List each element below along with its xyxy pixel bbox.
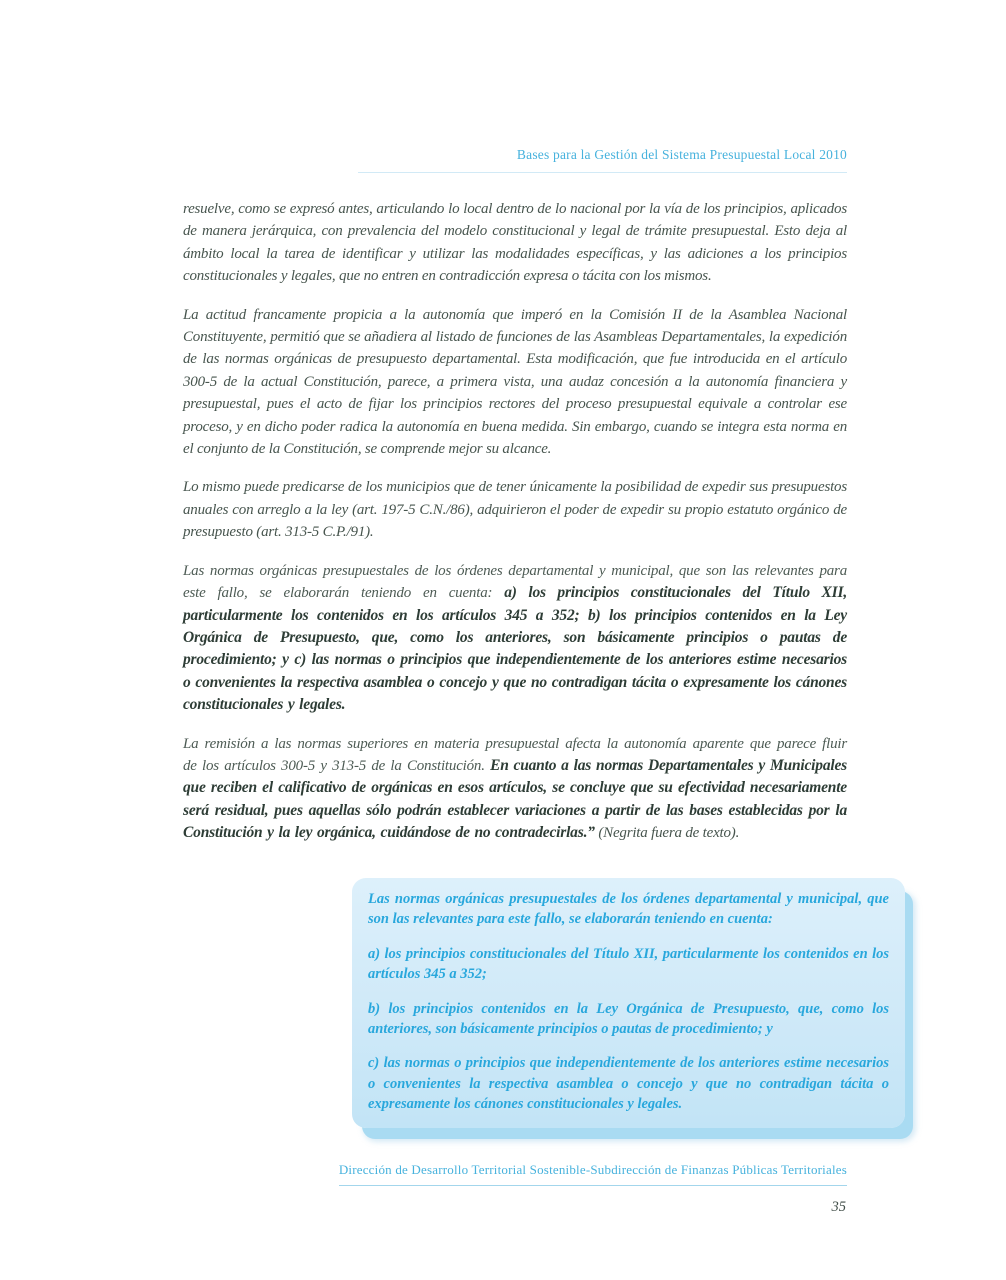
running-header xyxy=(183,147,847,163)
paragraph-4-intro: Las normas orgánicas presupuestales de los órdenes departamental y municipal, que son las relevantes para este fallo, se elaborarán teniendo en cuenta: xyxy=(183,562,847,602)
quote-callout-box xyxy=(352,878,905,1128)
paragraph-5-bold: En cuanto a las normas Departamentales y Municipales que reciben el calificativo de orgánicas en esos artículos, se concluye que su efectividad necesariamente será residual, pues aquellas sólo podrán establecer variaciones a partir de las bases establecidas por la Constitución y la ley orgánica, cuidándose de no contradecirlas.” xyxy=(183,756,847,842)
paragraph-5-intro: La remisión a las normas superiores en materia presupuestal afecta la autonomía aparente que parece fluir de los artículos 300-5 y 313-5 de la Constitución. xyxy=(183,735,847,774)
paragraph-3: Lo mismo puede predicarse de los municipios que de tener únicamente la posibilidad de expedir sus presupuestos anuales con arreglo a la ley (art. 197-5 C.N./86), adquirieron el poder de expedir su propio estatuto orgánico de presupuesto (art. 313-5 C.P./91). xyxy=(183,479,847,541)
callout-intro: Las normas orgánicas presupuestales de los órdenes departamental y municipal, que son las relevantes para este fallo, se elaborarán teniendo en cuenta: xyxy=(368,891,889,928)
running-footer xyxy=(339,1161,847,1186)
callout-item-a: a) los principios constitucionales del Título XII, particularmente los contenidos en los artículos 345 a 352; xyxy=(368,945,889,983)
callout-item-c: c) las normas o principios que independientemente de los anteriores estime necesarios o convenientes la respectiva asamblea o concejo y que no contradigan tácita o expresamente los cánones constitucionales y legales. xyxy=(368,1055,889,1113)
paragraph-2: La actitud francamente propicia a la autonomía que imperó en la Comisión II de la Asamblea Nacional Constituyente, permitió que se añadiera al listado de funciones de las Asambleas Departamentales, la expedición de las normas orgánicas de presupuesto departamental. Esta modificación, que fue introducida en el artículo 300-5 de la actual Constitución, parece, a primera vista, una audaz concesión a la autonomía financiera y presupuestal, pues el acto de fijar los principios rectores del proceso presupuestal equivale a controlar ese proceso, y en dicho poder radica la autonomía en buena medida. Sin embargo, cuando se integra esta norma en el conjunto de la Constitución, se comprende mejor su alcance. xyxy=(183,306,847,458)
body-text xyxy=(183,198,847,861)
paragraph-4 xyxy=(183,560,847,717)
footer-text: Dirección de Desarrollo Territorial Sostenible-Subdirección de Finanzas Públicas Territoriales xyxy=(339,1162,847,1186)
header-rule xyxy=(358,172,847,173)
paragraph-4-bold: a) los principios constitucionales del Título XII, particularmente los contenidos en los artículos 345 a 352; b) los principios contenidos en la Ley Orgánica de Presupuesto, que, como los anteriores, son básicamente principios o pautas de procedimiento; y c) las normas o principios que independientemente de los anteriores estime necesarios o convenientes la respectiva asamblea o concejo y que no contradigan tácita o expresamente los cánones constitucionales y legales. xyxy=(183,584,847,714)
callout-item-b: b) los principios contenidos en la Ley Orgánica de Presupuesto, que, como los anteriores, son básicamente principios o pautas de procedimiento; y xyxy=(368,1000,889,1038)
paragraph-1: resuelve, como se expresó antes, articulando lo local dentro de lo nacional por la vía de los principios, aplicados de manera jerárquica, con prevalencia del modelo constitucional y legal de trámite presupuestal. Esto deja al ámbito local la tarea de identificar y utilizar las modalidades específicas, y las adiciones a los principios constitucionales y legales, que no entren en contradicción expresa o tácita con los mismos. xyxy=(183,201,847,285)
paragraph-5 xyxy=(183,733,847,845)
page-number: 35 xyxy=(831,1199,846,1215)
header-title: Bases para la Gestión del Sistema Presupuestal Local 2010 xyxy=(516,147,847,162)
paragraph-5-note: (Negrita fuera de texto). xyxy=(594,825,740,842)
